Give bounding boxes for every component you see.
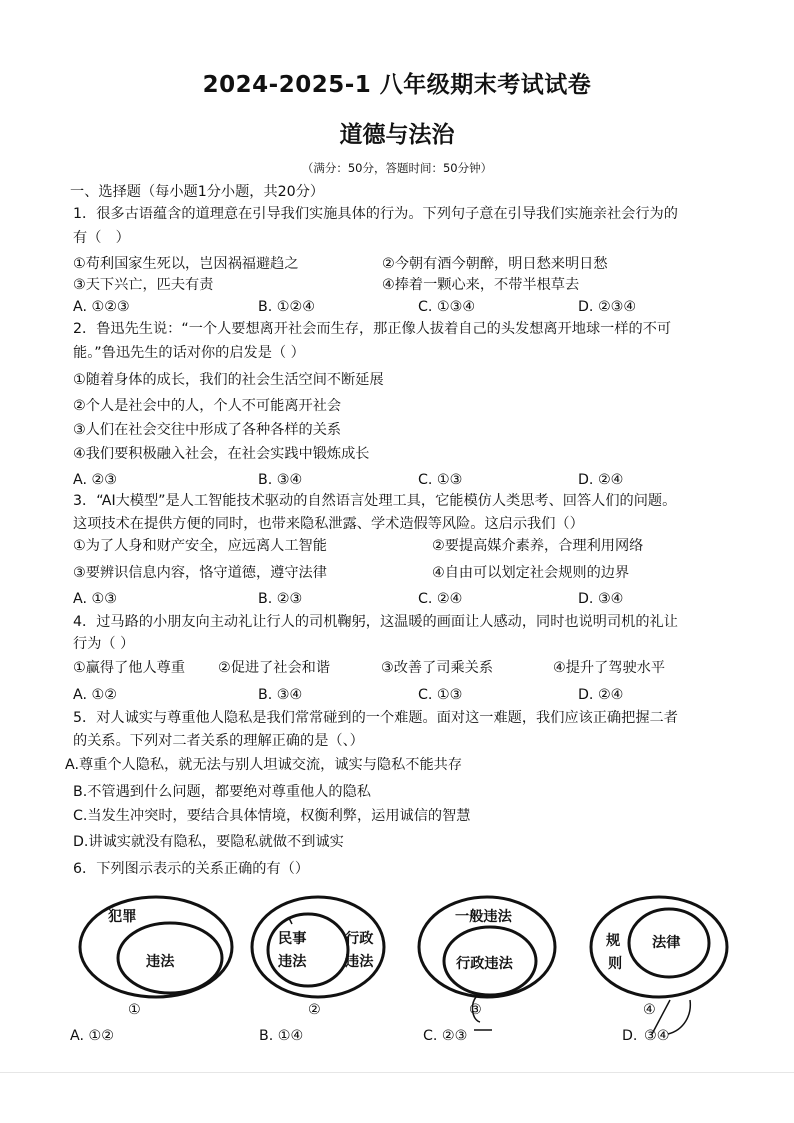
q1-option-a: A. ①②③ xyxy=(73,299,130,315)
d2-right-label-2: 违法 xyxy=(345,954,374,970)
q2-option-d: D. ②④ xyxy=(578,472,624,488)
q2-statement-2: ②个人是社会中的人，个人不可能离开社会 xyxy=(73,398,342,414)
q4-option-c: C. ①③ xyxy=(418,687,463,703)
q4-statement-3: ③改善了司乘关系 xyxy=(381,660,494,676)
q3-option-c: C. ②④ xyxy=(418,591,463,607)
q3-statement-2: ②要提高媒介素养，合理利用网络 xyxy=(432,538,644,554)
q5-option-a: A.尊重个人隐私，就无法与别人坦诚交流，诚实与隐私不能共存 xyxy=(65,757,463,773)
q4-statement-1: ①赢得了他人尊重 xyxy=(73,660,186,676)
d2-inner-ellipse xyxy=(268,914,348,986)
d1-number: ① xyxy=(128,1002,141,1018)
q2-statement-4: ④我们要积极融入社会，在社会实践中锻炼成长 xyxy=(73,446,370,462)
q4-statement-4: ④提升了驾驶水平 xyxy=(553,660,666,676)
q2-stem-line2: 能。”鲁迅先生的话对你的启发是（ ） xyxy=(73,345,305,361)
q1-stem-line1: 1．很多古语蕴含的道理意在引导我们实施具体的行为。下列句子意在引导我们实施亲社会行为的 xyxy=(73,206,678,222)
d2-left-label-1: 民事 xyxy=(278,931,307,947)
q2-option-a: A. ②③ xyxy=(73,472,117,488)
q3-option-d: D. ③④ xyxy=(578,591,624,607)
q3-statement-4: ④自由可以划定社会规则的边界 xyxy=(432,565,630,581)
q6-option-a: A. ①② xyxy=(70,1028,114,1044)
d3-number: ③ xyxy=(469,1002,482,1018)
q4-statement-2: ②促进了社会和谐 xyxy=(218,660,331,676)
q2-option-c: C. ①③ xyxy=(418,472,463,488)
page-bottom-rule xyxy=(0,1072,794,1073)
q1-option-b: B. ①②④ xyxy=(258,299,315,315)
q3-statement-3: ③要辨识信息内容，恪守道德，遵守法律 xyxy=(73,565,327,581)
q5-option-b: B.不管遇到什么问题，都要绝对尊重他人的隐私 xyxy=(73,784,371,800)
d4-pen-line-right xyxy=(668,1000,690,1034)
d1-outer-label: 犯罪 xyxy=(108,909,137,925)
subject-title: 道德与法治 xyxy=(339,122,455,148)
q5-stem-line2: 的关系。下列对二者关系的理解正确的是（、） xyxy=(73,733,364,749)
q5-option-d: D.讲诚实就没有隐私，要隐私就做不到诚实 xyxy=(73,834,344,850)
q5-stem-line1: 5．对人诚实与尊重他人隐私是我们常常碰到的一个难题。面对这一难题，我们应该正确把握二者 xyxy=(73,710,678,726)
q3-stem-line1: 3．“AI大模型”是人工智能技术驱动的自然语言处理工具，它能模仿人类思考、回答人们的问题。 xyxy=(73,493,677,509)
q2-statement-3: ③人们在社会交往中形成了各种各样的关系 xyxy=(73,422,342,438)
section-heading: 一、选择题（每小题1分小题，共20分） xyxy=(70,184,325,200)
d2-number: ② xyxy=(308,1002,321,1018)
q5-option-c: C.当发生冲突时，要结合具体情境，权衡利弊，运用诚信的智慧 xyxy=(73,808,471,824)
d4-outer-label-2: 则 xyxy=(608,956,623,972)
q4-option-b: B. ③④ xyxy=(258,687,303,703)
q2-stem-line1: 2．鲁迅先生说：“一个人要想离开社会而生存，那正像人拔着自己的头发想离开地球一样的不可 xyxy=(73,321,672,337)
q1-option-c: C. ①③④ xyxy=(418,299,476,315)
q2-option-b: B. ③④ xyxy=(258,472,303,488)
d2-left-label-2: 违法 xyxy=(278,954,307,970)
q1-statement-4: ④捧着一颗心来，不带半根草去 xyxy=(382,277,580,293)
d4-inner-label: 法律 xyxy=(652,935,681,951)
d4-outer-label-1: 规 xyxy=(606,933,621,949)
q4-stem-line1: 4．过马路的小朋友向主动礼让行人的司机鞠躬，这温暖的画面让人感动，同时也说明司机的礼让 xyxy=(73,614,678,630)
q3-statement-1: ①为了人身和财产安全，应远离人工智能 xyxy=(73,538,327,554)
d1-inner-label: 违法 xyxy=(146,954,175,970)
q6-option-c: C. ②③ xyxy=(423,1028,468,1044)
q6-option-d: D. xyxy=(622,1028,638,1044)
q1-statement-2: ②今朝有酒今朝醉，明日愁来明日愁 xyxy=(382,256,608,272)
q1-statement-1: ①苟利国家生死以，岂因祸福避趋之 xyxy=(73,256,299,272)
q1-option-d: D. ②③④ xyxy=(578,299,637,315)
d3-inner-label: 行政违法 xyxy=(456,956,513,972)
q4-option-a: A. ①② xyxy=(73,687,117,703)
q6-option-d-answer: ③④ xyxy=(644,1028,670,1044)
q1-stem-line2: 有（ ） xyxy=(73,230,130,246)
q6-option-b: B. ①④ xyxy=(259,1028,304,1044)
d4-number: ④ xyxy=(643,1002,656,1018)
q3-option-b: B. ②③ xyxy=(258,591,303,607)
q4-option-d: D. ②④ xyxy=(578,687,624,703)
q1-statement-3: ③天下兴亡，匹夫有责 xyxy=(73,277,214,293)
score-time-note: （满分：50分，答题时间：50分钟） xyxy=(301,161,493,175)
d3-outer-label: 一般违法 xyxy=(455,909,512,925)
q6-stem: 6．下列图示表示的关系正确的有（） xyxy=(73,861,310,877)
exam-title: 2024-2025-1 八年级期末考试试卷 xyxy=(202,72,592,98)
q4-stem-line2: 行为（ ） xyxy=(73,636,135,652)
d2-right-label-1: 行政 xyxy=(345,931,374,947)
q3-stem-line2: 这项技术在提供方便的同时，也带来隐私泄露、学术造假等风险。这启示我们（） xyxy=(73,516,584,532)
q3-option-a: A. ①③ xyxy=(73,591,117,607)
q2-statement-1: ①随着身体的成长，我们的社会生活空间不断延展 xyxy=(73,372,384,388)
